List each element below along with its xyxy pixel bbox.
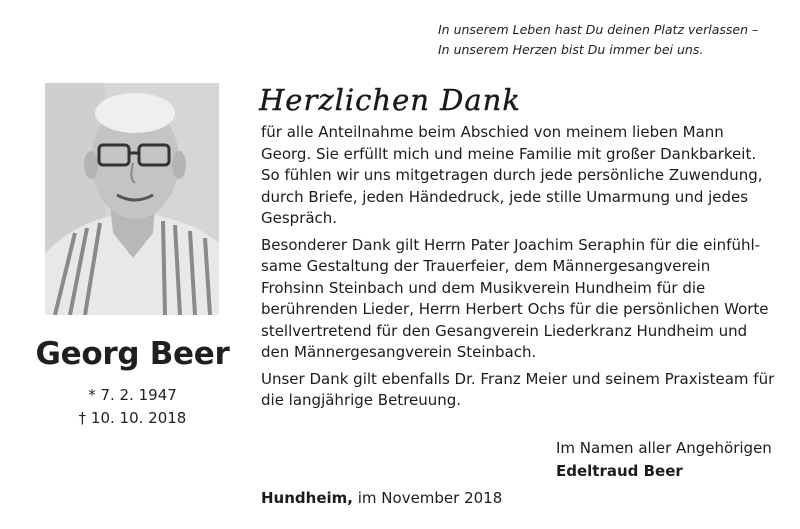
text-line: Georg. Sie erfüllt mich und meine Familie mit großer Dankbarkeit. — [261, 144, 757, 163]
thanks-text — [261, 122, 781, 417]
paragraph — [261, 235, 781, 364]
birth-date: * 7. 2. 1947 — [88, 386, 177, 404]
place-date — [261, 487, 661, 509]
text-line: stellvertretend für den Gesangverein Liederkranz Hundheim und — [261, 321, 748, 340]
motto-verse — [438, 20, 788, 60]
text-line: Frohsinn Steinbach und dem Musikverein Hundheim für die — [261, 278, 706, 297]
death-date: † 10. 10. 2018 — [78, 409, 187, 427]
text-line: Besonderer Dank gilt Herrn Pater Joachim Seraphin für die einfühl- — [261, 235, 761, 254]
signature-intro: Im Namen aller Angehörigen — [556, 439, 772, 457]
motto-line: In unserem Leben hast Du deinen Platz verlassen – — [438, 22, 759, 37]
place-month: im November 2018 — [352, 489, 503, 507]
motto-line: In unserem Herzen bist Du immer bei uns. — [438, 42, 704, 57]
signature-block — [556, 437, 786, 483]
portrait-photo — [45, 83, 219, 315]
text-line: die langjährige Betreuung. — [261, 391, 462, 409]
text-line: So fühlen wir uns mitgetragen durch jede persönliche Zuwendung, — [261, 166, 763, 184]
paragraph — [261, 369, 781, 412]
portrait-illustration — [45, 83, 219, 315]
text-line: berührenden Lieder, Herrn Herbert Ochs für die persönlichen Worte — [261, 300, 769, 318]
signature-name: Edeltraud Beer — [556, 462, 683, 480]
text-line: durch Briefe, jeden Händedruck, jede stille Umarmung und jedes — [261, 187, 749, 206]
text-line: den Männergesangverein Steinbach. — [261, 343, 537, 361]
text-line: Unser Dank gilt ebenfalls Dr. Franz Meier und seinem Praxisteam für — [261, 369, 775, 388]
paragraph — [261, 122, 781, 230]
place-town: Hundheim, — [261, 489, 353, 507]
text-line: Gespräch. — [261, 209, 338, 227]
life-dates — [30, 384, 235, 430]
text-line: für alle Anteilnahme beim Abschied von meinem lieben Mann — [261, 123, 724, 141]
headline: Herzlichen Dank — [259, 83, 521, 117]
text-line: same Gestaltung der Trauerfeier, dem Männergesangverein — [261, 257, 711, 275]
deceased-name: Georg Beer — [35, 336, 230, 372]
